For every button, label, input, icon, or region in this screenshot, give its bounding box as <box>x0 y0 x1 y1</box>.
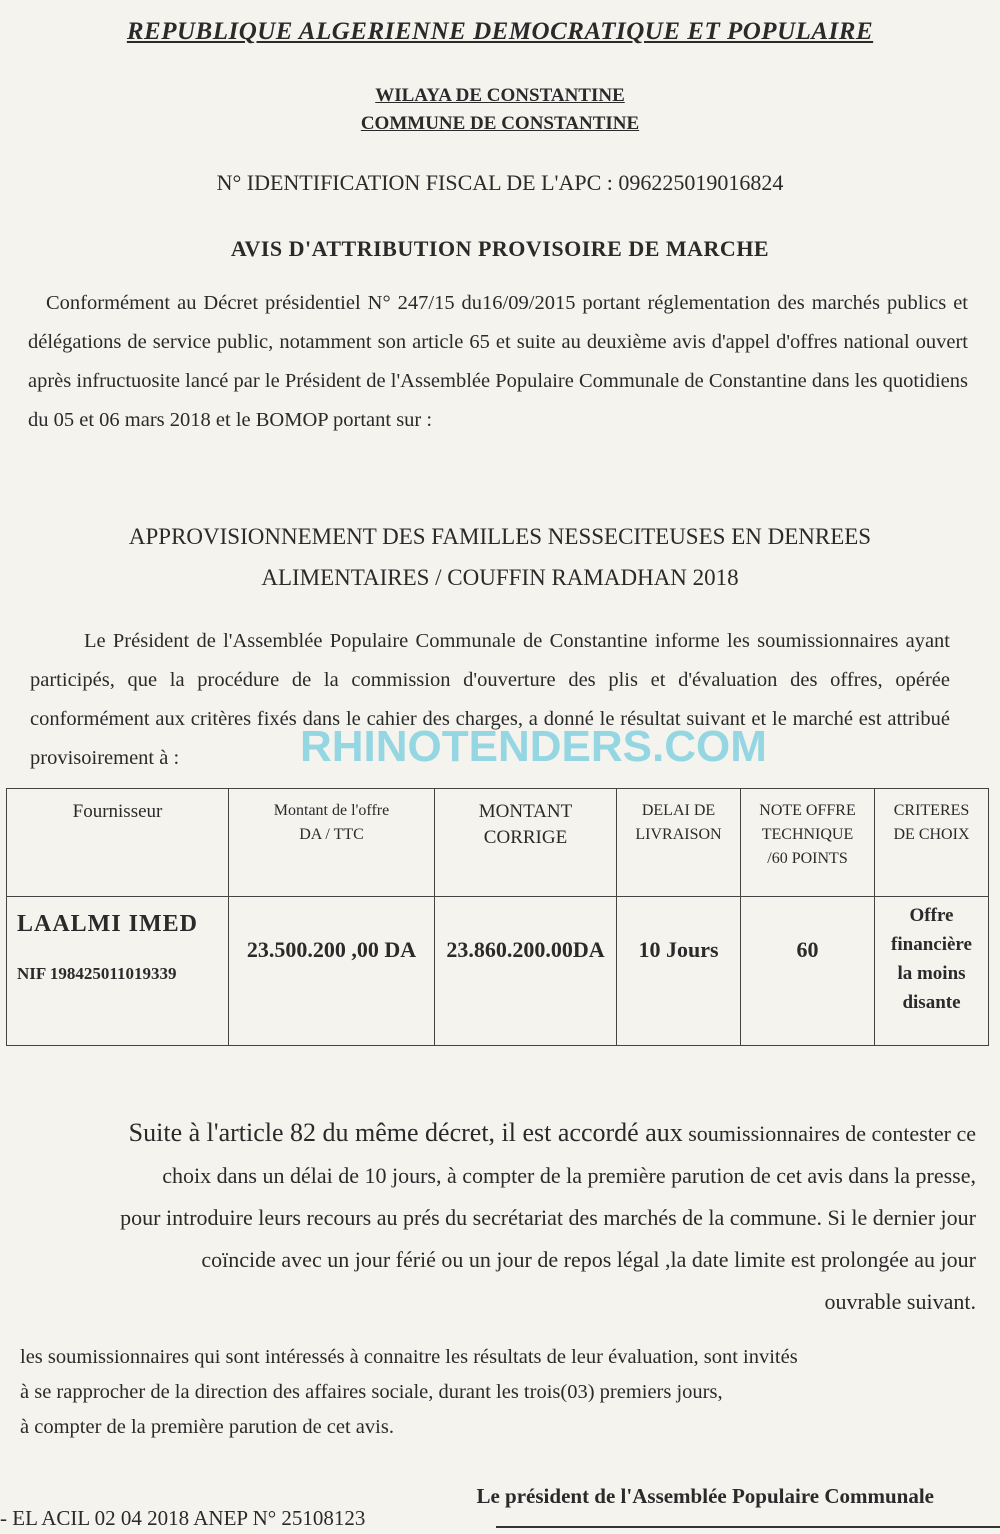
header-commune: COMMUNE DE CONSTANTINE <box>360 113 640 134</box>
cell-corrected-amount: 23.860.200.00DA <box>435 897 617 1046</box>
table-row <box>7 897 989 1046</box>
supplier-nif: NIF 198425011019339 <box>17 964 177 983</box>
header-delivery-delay: DELAI DE LIVRAISON <box>617 789 741 897</box>
article-82-line-1: Suite à l'article 82 du même décret, il est accordé aux soumissionnaires de contester ce <box>128 1118 976 1147</box>
article-82-line-5: ouvrable suivant. <box>824 1289 976 1314</box>
subject-line-1: APPROVISIONNEMENT DES FAMILLES NESSECITEUSES EN DENREES <box>128 524 872 549</box>
president-info-paragraph: Le Président de l'Assemblée Populaire Communale de Constantine informe les soumissionnaires ayant participés, que la procédure de la commission d'ouverture des plis et d'évaluation des offres, opérée conformément aux critères fixés dans le cahier des charges, a donné le résultat suivant et le marché est attribué provisoirement à : <box>30 630 950 769</box>
info-line-2: à se rapprocher de la direction des affaires sociale, durant les trois(03) premiers jours, <box>20 1381 723 1403</box>
header-admin-block <box>0 82 1000 138</box>
cell-choice-criteria: Offre financière la moins disante <box>875 897 989 1046</box>
evaluation-info-paragraph <box>20 1340 980 1445</box>
cell-offer-amount: 23.500.200 ,00 DA <box>229 897 435 1046</box>
cell-technical-score: 60 <box>741 897 875 1046</box>
article-82-line-2: choix dans un délai de 10 jours, à compter de la première parution de cet avis dans la presse, <box>162 1163 976 1188</box>
cell-supplier <box>7 897 229 1046</box>
article-82-line-3: pour introduire leurs recours au prés du secrétariat des marchés de la commune. Si le dernier jour <box>120 1205 976 1230</box>
tender-subject <box>0 516 1000 598</box>
watermark: RHINOTENDERS.COM <box>300 722 767 771</box>
header-offer-amount: Montant de l'offre DA / TTC <box>229 789 435 897</box>
signature: Le président de l'Assemblée Populaire Communale <box>476 1484 934 1508</box>
info-line-1: les soumissionnaires qui sont intéressés à connaitre les résultats de leur évaluation, sont invités <box>20 1346 798 1368</box>
info-line-3: à compter de la première parution de cet avis. <box>20 1416 394 1438</box>
subject-line-2: ALIMENTAIRES / COUFFIN RAMADHAN 2018 <box>261 565 739 590</box>
table-header-row <box>7 789 989 897</box>
cell-delivery-delay: 10 Jours <box>617 897 741 1046</box>
header-corrected-amount: MONTANT CORRIGE <box>435 789 617 897</box>
notice-title: AVIS D'ATTRIBUTION PROVISOIRE DE MARCHE <box>230 236 770 261</box>
header-wilaya: WILAYA DE CONSTANTINE <box>375 85 625 106</box>
header-choice-criteria: CRITERES DE CHOIX <box>875 789 989 897</box>
intro-paragraph: Conformément au Décret présidentiel N° 247/15 du16/09/2015 portant réglementation des marchés publics et délégations de service public, notamment son article 65 et suite au deuxième avis d'appel d'offres national ouvert après infructuosite lancé par le Président de l'Assemblée Populaire Communale de Constantine dans les quotidiens du 05 et 06 mars 2018 et le BOMOP portant sur : <box>28 292 968 431</box>
header-supplier: Fournisseur <box>7 789 229 897</box>
article-82-line-4: coïncide avec un jour férié ou un jour de repos légal ,la date limite est prolongée au jour <box>201 1247 976 1272</box>
supplier-name: LAALMI IMED <box>17 911 199 937</box>
publication-footer: - EL ACIL 02 04 2018 ANEP N° 25108123 <box>0 1506 366 1530</box>
footer-rule <box>496 1526 1000 1528</box>
results-table <box>6 788 989 1046</box>
header-republic: REPUBLIQUE ALGERIENNE DEMOCRATIQUE ET POPULAIRE <box>126 18 874 45</box>
article-82-paragraph <box>30 1112 976 1323</box>
header-technical-score: NOTE OFFRE TECHNIQUE /60 POINTS <box>741 789 875 897</box>
fiscal-id: N° IDENTIFICATION FISCAL DE L'APC : 096225019016824 <box>216 170 784 195</box>
